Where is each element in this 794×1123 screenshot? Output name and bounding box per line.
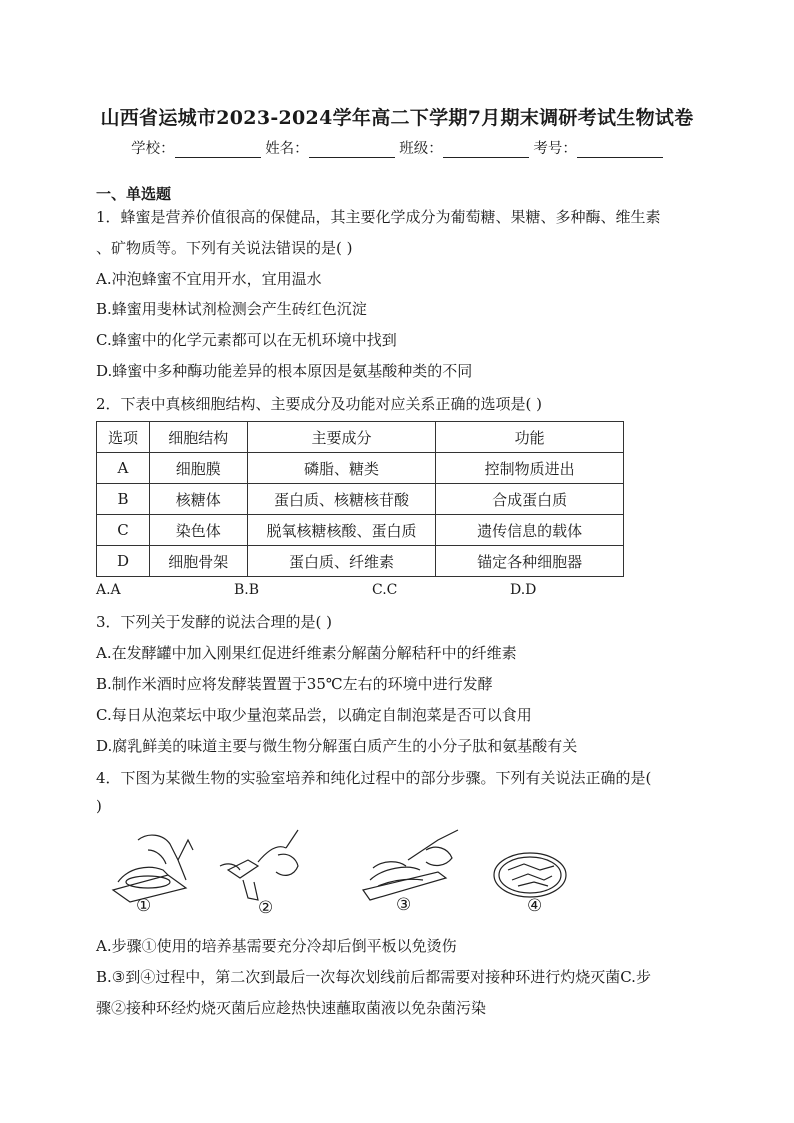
table-header-cell: 主要成分 bbox=[247, 422, 436, 453]
table-cell: 细胞膜 bbox=[149, 453, 247, 484]
table-cell: A bbox=[97, 453, 150, 484]
class-label: 班级： bbox=[399, 141, 443, 157]
figure-label-3: ③ bbox=[396, 895, 412, 915]
q1-option-c: C.蜂蜜中的化学元素都可以在无机环境中找到 bbox=[96, 331, 397, 349]
table-cell: 染色体 bbox=[149, 515, 247, 546]
table-header-cell: 细胞结构 bbox=[149, 422, 247, 453]
q4-stem-line2: ) bbox=[96, 797, 102, 815]
table-cell: 遗传信息的载体 bbox=[436, 515, 624, 546]
culture-steps-figure bbox=[108, 820, 568, 920]
table-cell: 锚定各种细胞器 bbox=[436, 546, 624, 577]
table-row bbox=[97, 546, 624, 577]
table-cell: 细胞骨架 bbox=[149, 546, 247, 577]
q3-option-b: B.制作米酒时应将发酵装置置于35℃左右的环境中进行发酵 bbox=[96, 675, 493, 693]
table-row bbox=[97, 453, 624, 484]
q1-option-a: A.冲泡蜂蜜不宜用开水，宜用温水 bbox=[96, 270, 322, 288]
q1-option-d: D.蜂蜜中多种酶功能差异的根本原因是氨基酸种类的不同 bbox=[96, 362, 473, 380]
figure-label-4: ④ bbox=[527, 896, 543, 916]
exam-number-label: 考号： bbox=[533, 141, 577, 157]
table-cell: 控制物质进出 bbox=[436, 453, 624, 484]
table-header-cell: 选项 bbox=[97, 422, 150, 453]
name-field[interactable] bbox=[309, 141, 395, 158]
q2-stem: 2．下表中真核细胞结构、主要成分及功能对应关系正确的选项是( ) bbox=[96, 395, 543, 413]
lab-steps-illustration bbox=[108, 820, 568, 920]
streaking-drawing bbox=[363, 830, 458, 900]
q4-option-b-line1: B.③到④过程中，第二次到最后一次每次划线前后都需要对接种环进行灼烧灭菌C.步 bbox=[96, 968, 651, 986]
q1-option-b: B.蜂蜜用斐林试剂检测会产生砖红色沉淀 bbox=[96, 300, 367, 318]
exam-title: 山西省运城市2023-2024学年高二下学期7月期末调研考试生物试卷 bbox=[100, 107, 694, 129]
section-heading: 一、单选题 bbox=[96, 185, 172, 203]
table-row bbox=[97, 484, 624, 515]
q2-option-b: B.B bbox=[234, 582, 260, 598]
table-cell: B bbox=[97, 484, 150, 515]
table-cell: C bbox=[97, 515, 150, 546]
school-field[interactable] bbox=[175, 141, 261, 158]
table-cell: 核糖体 bbox=[149, 484, 247, 515]
student-info-row bbox=[0, 137, 794, 158]
figure-label-1: ① bbox=[136, 896, 152, 916]
class-field[interactable] bbox=[443, 141, 529, 158]
petri-dish-drawing bbox=[494, 853, 566, 897]
exam-number-field[interactable] bbox=[577, 141, 663, 158]
table-cell: 蛋白质、纤维素 bbox=[247, 546, 436, 577]
table-cell: 脱氧核糖核酸、蛋白质 bbox=[247, 515, 436, 546]
q3-stem: 3．下列关于发酵的说法合理的是( ) bbox=[96, 613, 333, 631]
q3-option-a: A.在发酵罐中加入刚果红促进纤维素分解菌分解秸秆中的纤维素 bbox=[96, 644, 517, 662]
table-cell: 磷脂、糖类 bbox=[247, 453, 436, 484]
flaming-loop-drawing bbox=[220, 830, 298, 900]
q2-option-d: D.D bbox=[510, 582, 537, 598]
q2-option-a: A.A bbox=[96, 582, 121, 598]
q3-option-d: D.腐乳鲜美的味道主要与微生物分解蛋白质产生的小分子肽和氨基酸有关 bbox=[96, 737, 578, 755]
pouring-plate-drawing bbox=[113, 835, 193, 902]
q1-stem-line1: 1．蜂蜜是营养价值很高的保健品，其主要化学成分为葡萄糖、果糖、多种酶、维生素 bbox=[96, 208, 661, 226]
q4-option-c-line2: 骤②接种环经灼烧灭菌后应趁热快速蘸取菌液以免杂菌污染 bbox=[96, 999, 487, 1017]
q3-option-c: C.每日从泡菜坛中取少量泡菜品尝，以确定自制泡菜是否可以食用 bbox=[96, 706, 532, 724]
table-cell: D bbox=[97, 546, 150, 577]
q4-option-a: A.步骤①使用的培养基需要充分冷却后倒平板以免烫伤 bbox=[96, 937, 457, 955]
school-label: 学校： bbox=[131, 141, 175, 157]
table-header-row bbox=[97, 422, 624, 453]
figure-label-2: ② bbox=[258, 898, 274, 918]
name-label: 姓名： bbox=[265, 141, 309, 157]
table-cell: 合成蛋白质 bbox=[436, 484, 624, 515]
q2-table bbox=[96, 421, 624, 577]
q4-stem-line1: 4．下图为某微生物的实验室培养和纯化过程中的部分步骤。下列有关说法正确的是( bbox=[96, 769, 652, 787]
q1-stem-line2: 、矿物质等。下列有关说法错误的是( ) bbox=[96, 239, 353, 257]
table-row bbox=[97, 515, 624, 546]
table-header-cell: 功能 bbox=[436, 422, 624, 453]
q2-option-c: C.C bbox=[372, 582, 398, 598]
table-cell: 蛋白质、核糖核苷酸 bbox=[247, 484, 436, 515]
